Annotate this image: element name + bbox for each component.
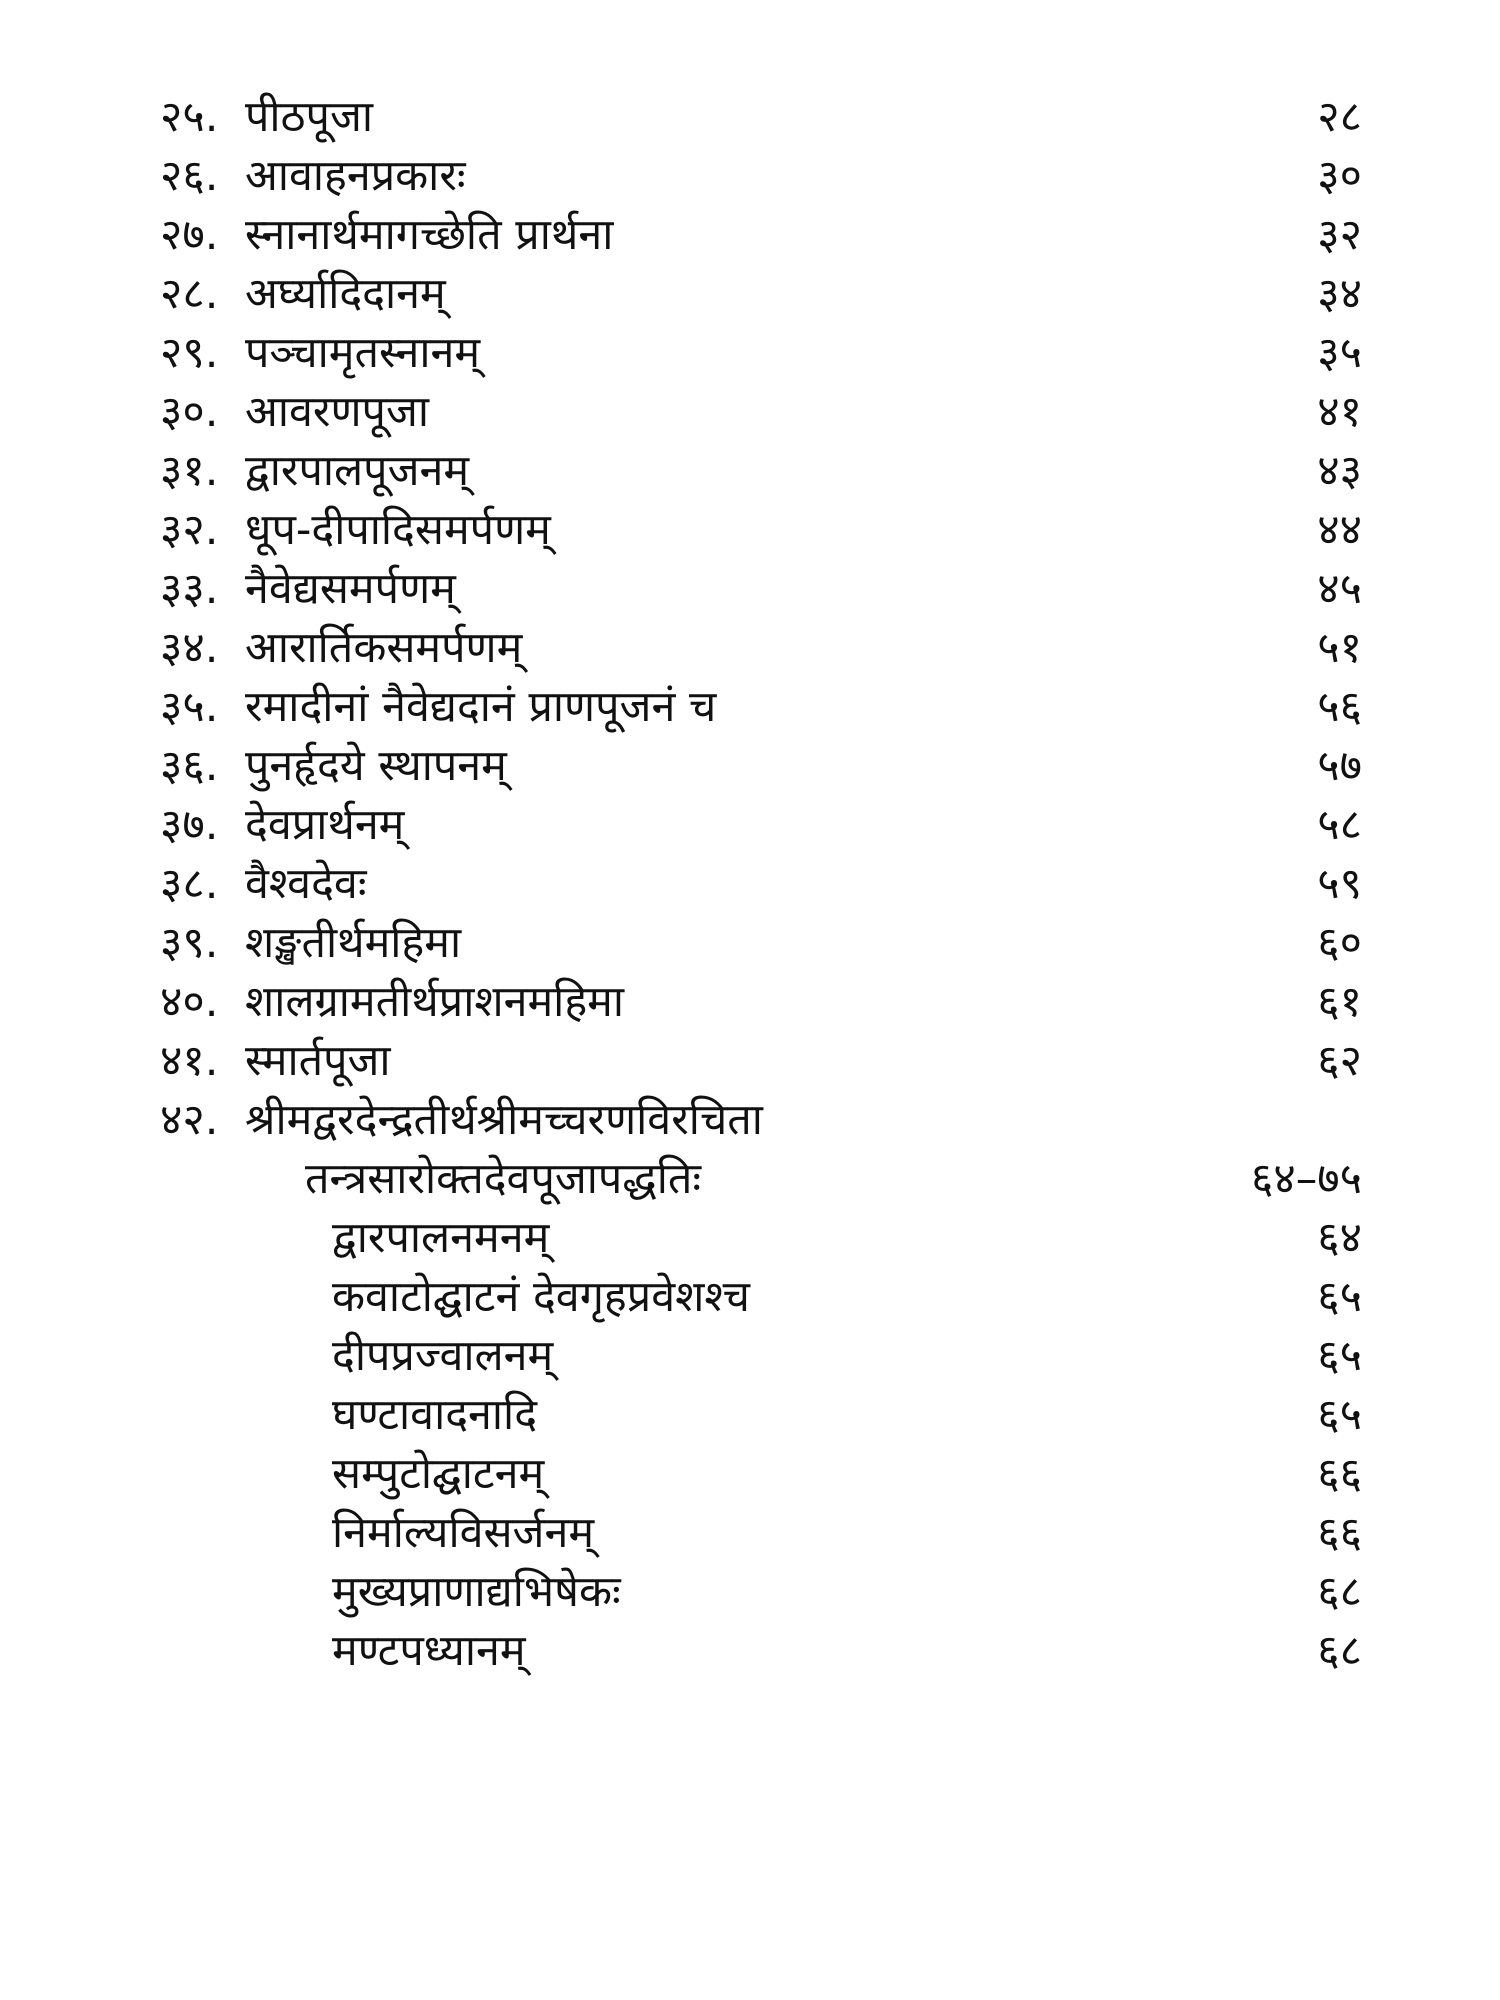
entry-page-number: २८ [1317, 92, 1362, 142]
entry-title: आरार्तिकसमर्पणम् [245, 623, 523, 673]
entry-page-number: ५९ [1317, 859, 1362, 909]
entry-title: नैवेद्यसमर्पणम् [245, 564, 456, 614]
entry-page-number: ३२ [1317, 210, 1362, 260]
entry-number: २७. [160, 210, 219, 260]
entry-number: ३५. [160, 682, 219, 732]
entry-title: देवप्रार्थनम् [245, 800, 405, 850]
sub-entry-page-number: ६५ [1317, 1331, 1362, 1381]
sub-entry-page-number: ६६ [1317, 1449, 1362, 1499]
entry-page-number: ६२ [1317, 1036, 1362, 1086]
entry-number: ३३. [160, 564, 219, 614]
entry-number: ३१. [160, 446, 219, 496]
entry-title: पञ्चामृतस्नानम् [245, 328, 481, 378]
sub-entry-page-number: ६५ [1317, 1390, 1362, 1440]
entry-number: २५. [160, 92, 219, 142]
entry-page-number: ५१ [1317, 623, 1362, 673]
entry-page-number: ४१ [1317, 387, 1362, 437]
sub-entry-title: दीपप्रज्वालनम् [332, 1331, 554, 1381]
entry-number: २८. [160, 269, 219, 319]
entry-title: आवरणपूजा [245, 387, 429, 437]
entry-title: पुनर्हृदये स्थापनम् [245, 741, 507, 791]
entry-page-number: ३० [1317, 151, 1362, 201]
entry-page-number: ४४ [1317, 505, 1362, 555]
entry-title: शङ्खतीर्थमहिमा [245, 918, 462, 968]
sub-entry-title: मण्टपध्यानम् [332, 1626, 526, 1676]
entry-title: शालग्रामतीर्थप्राशनमहिमा [245, 977, 625, 1027]
entry-number: ४०. [160, 977, 219, 1027]
entry-page-number: ४५ [1317, 564, 1362, 614]
entry-page-number: ५८ [1317, 800, 1362, 850]
entry-page-number: ४३ [1317, 446, 1362, 496]
entry-title: अर्घ्यादिदानम् [245, 269, 446, 319]
entry-page-number: ६१ [1317, 977, 1362, 1027]
sub-entry-page-number: ६८ [1317, 1567, 1362, 1617]
sub-entry-title: घण्टावादनादि [332, 1390, 538, 1440]
entry-title: श्रीमद्वरदेन्द्रतीर्थश्रीमच्चरणविरचिता [245, 1095, 763, 1145]
entry-number: ३६. [160, 741, 219, 791]
entry-page-number: ३५ [1317, 328, 1362, 378]
sub-entry-page-number: ६४ [1317, 1213, 1362, 1263]
entry-title: रमादीनां नैवेद्यदानं प्राणपूजनं च [245, 682, 717, 732]
sub-entry-title: कवाटोद्घाटनं देवगृहप्रवेशश्च [332, 1272, 750, 1322]
sub-entry-title: द्वारपालनमनम् [332, 1213, 550, 1263]
entry-number: ३७. [160, 800, 219, 850]
entry-title: पीठपूजा [245, 92, 374, 142]
entry-title-continuation: तन्त्रसारोक्तदेवपूजापद्धतिः [305, 1154, 702, 1204]
entry-number: ३२. [160, 505, 219, 555]
sub-entry-page-number: ६६ [1317, 1508, 1362, 1558]
entry-title: स्नानार्थमागच्छेति प्रार्थना [245, 210, 614, 260]
entry-number: २६. [160, 151, 219, 201]
entry-number: २९. [160, 328, 219, 378]
entry-page-number: ५६ [1317, 682, 1362, 732]
toc-sub-entry [0, 1616, 1500, 1686]
entry-title: वैश्वदेवः [245, 859, 367, 909]
entry-number: ४२. [160, 1095, 219, 1145]
entry-page-number: ५७ [1317, 741, 1362, 791]
sub-entry-page-number: ६८ [1317, 1626, 1362, 1676]
entry-number: ३८. [160, 859, 219, 909]
entry-title: आवाहनप्रकारः [245, 151, 466, 201]
sub-entry-page-number: ६५ [1317, 1272, 1362, 1322]
sub-entry-title: सम्पुटोद्घाटनम् [332, 1449, 545, 1499]
entry-number: ३९. [160, 918, 219, 968]
entry-number: ४१. [160, 1036, 219, 1086]
entry-number: ३०. [160, 387, 219, 437]
entry-page-number: ३४ [1317, 269, 1362, 319]
entry-title: स्मार्तपूजा [245, 1036, 391, 1086]
entry-number: ३४. [160, 623, 219, 673]
sub-entry-title: मुख्यप्राणाद्यभिषेकः [332, 1567, 621, 1617]
sub-entry-title: निर्माल्यविसर्जनम् [332, 1508, 595, 1558]
entry-title: द्वारपालपूजनम् [245, 446, 470, 496]
entry-page-range: ६४–७५ [1251, 1154, 1362, 1204]
entry-title: धूप-दीपादिसमर्पणम् [245, 505, 551, 555]
entry-page-number: ६० [1317, 918, 1362, 968]
